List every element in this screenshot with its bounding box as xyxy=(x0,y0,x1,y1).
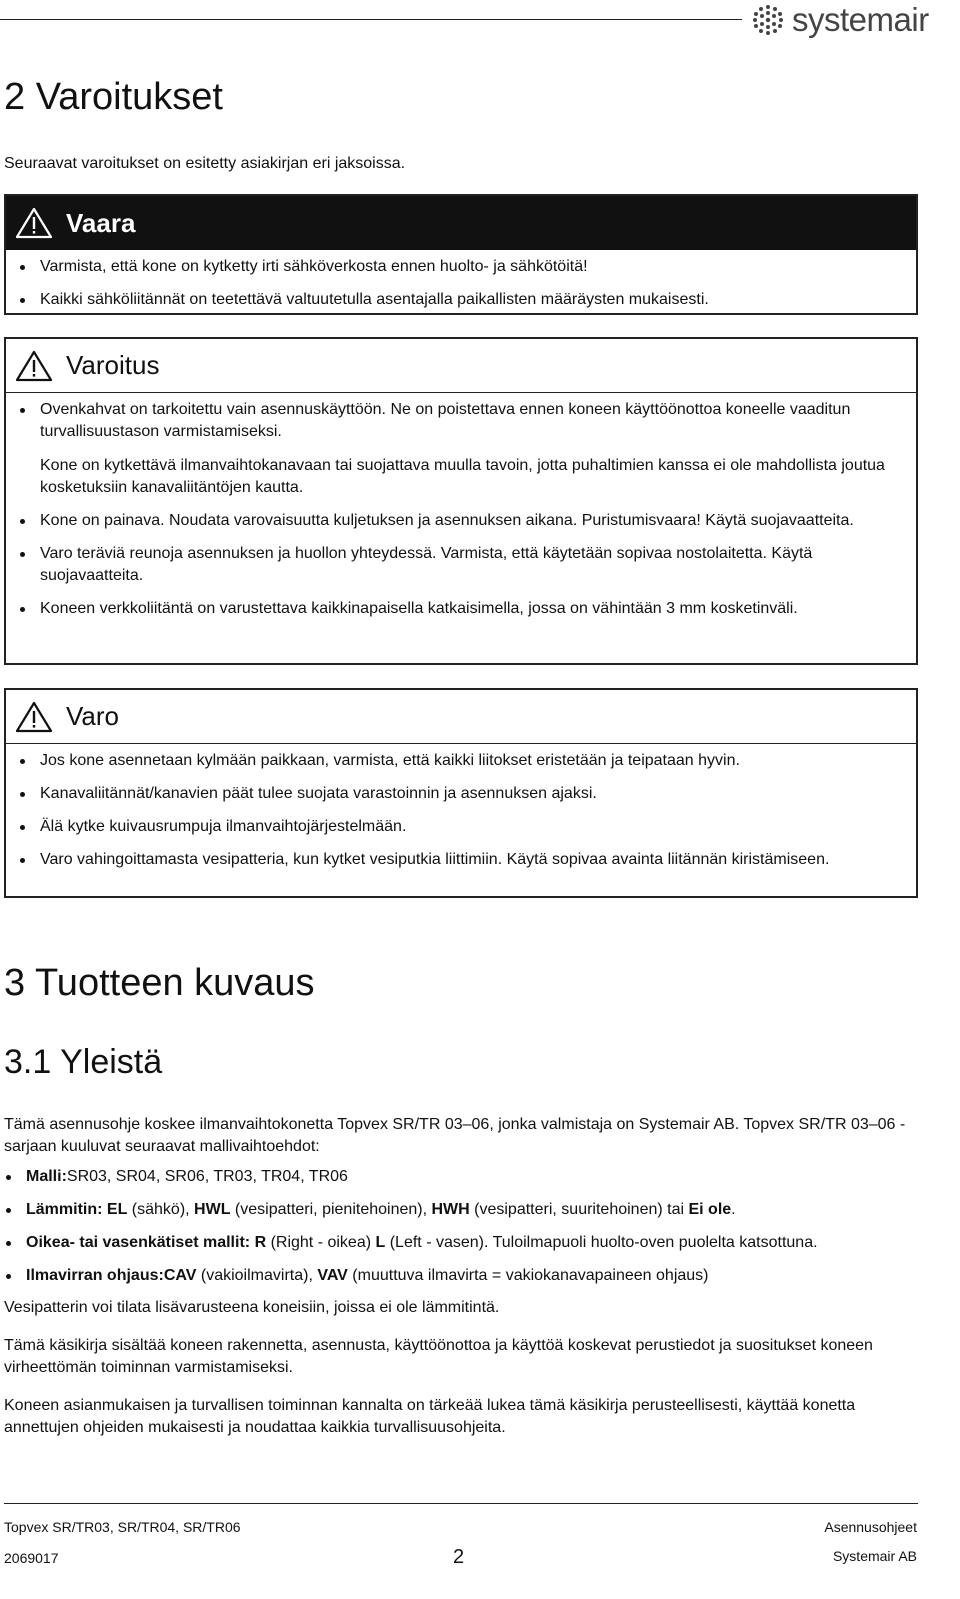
footer-company: Systemair AB xyxy=(832,1548,917,1564)
caution-header xyxy=(6,690,916,744)
caution-box xyxy=(4,688,918,898)
list-item: Varo vahingoittamasta vesipatteria, kun kytket vesiputkia liittimiin. Käytä sopivaa avainta liitännän kiristämiseen. xyxy=(18,849,908,871)
warning-box xyxy=(4,337,918,665)
brand-name: systemair xyxy=(792,1,929,38)
list-item: Lämmitin: EL (sähkö), HWL (vesipatteri, pienitehoinen), HWH (vesipatteri, suuritehoinen) tai Ei ole. xyxy=(4,1199,918,1221)
footer-product: Topvex SR/TR03, SR/TR04, SR/TR06 xyxy=(4,1519,241,1535)
paragraph: Vesipatterin voi tilata lisävarusteena koneisiin, joissa ei ole lämmitintä. xyxy=(4,1299,500,1316)
list-item: Ovenkahvat on tarkoitettu vain asennuskäyttöön. Ne on poistettava ennen koneen käyttöönottoa koneelle vaaditun turvallisuustason varmistamiseksi. xyxy=(18,399,908,443)
list-item: Kone on painava. Noudata varovaisuutta kuljetuksen ja asennuksen aikana. Puristumisvaara! Käytä suojavaatteita. xyxy=(18,510,908,532)
section-2-heading: 2 Varoitukset xyxy=(4,76,223,118)
list-item: Oikea- tai vasenkätiset mallit: R (Right - oikea) L (Left - vasen). Tuloilmapuoli huolto-oven puolelta katsottuna. xyxy=(4,1232,918,1254)
warning-triangle-icon xyxy=(14,349,54,383)
systemair-logo-icon xyxy=(752,4,784,36)
list-item: Älä kytke kuivausrumpuja ilmanvaihtojärjestelmään. xyxy=(18,816,908,838)
warning-title: Varoitus xyxy=(66,350,160,380)
section-3-heading: 3 Tuotteen kuvaus xyxy=(4,962,315,1004)
list-item: Kaikki sähköliitännät on teetettävä valtuutetulla asentajalla paikallisten määräysten mukaisesti. xyxy=(18,289,908,311)
list-item: Varo teräviä reunoja asennuksen ja huollon yhteydessä. Varmista, että käytetään sopivaa nostolaitetta. Käytä suojavaatteita. xyxy=(18,543,908,587)
warning-paragraph: Kone on kytkettävä ilmanvaihtokanavaan tai suojattava muulla tavoin, jotta puhaltimien kanssa ei ole mahdollista joutua kosketuksiin kanavaliitäntöjen kautta. xyxy=(40,457,885,496)
list-item: Ilmavirran ohjaus:CAV (vakioilmavirta), VAV (muuttuva ilmavirta = vakiokanavapaineen ohjaus) xyxy=(4,1265,918,1287)
footer-rule xyxy=(4,1503,918,1504)
danger-title: Vaara xyxy=(66,207,136,238)
danger-box xyxy=(4,194,918,315)
list-item: Varmista, että kone on kytketty irti sähköverkosta ennen huolto- ja sähkötöitä! xyxy=(18,256,908,278)
warning-triangle-icon xyxy=(14,700,54,734)
footer-doc-type: Asennusohjeet xyxy=(824,1519,917,1535)
brand-logo xyxy=(752,0,929,40)
section-3-1-heading: 3.1 Yleistä xyxy=(4,1043,163,1081)
section-3-1-content xyxy=(4,1114,918,1439)
list-item: Jos kone asennetaan kylmään paikkaan, varmista, että kaikki liitokset eristetään ja teipataan hyvin. xyxy=(18,750,908,772)
warning-triangle-icon xyxy=(14,206,54,240)
footer-doc-number: 2069017 xyxy=(4,1550,59,1566)
header-rule xyxy=(0,19,742,20)
list-item: Koneen verkkoliitäntä on varustettava kaikkinapaisella katkaisimella, jossa on vähintään 3 mm kosketinväli. xyxy=(18,598,908,620)
section-2-intro: Seuraavat varoitukset on esitetty asiakirjan eri jaksoissa. xyxy=(4,155,406,172)
danger-header xyxy=(6,196,916,250)
footer-page-number: 2 xyxy=(453,1546,465,1568)
section-3-intro: Tämä asennusohje koskee ilmanvaihtokonetta Topvex SR/TR 03–06, jonka valmistaja on Systemair AB. Topvex SR/TR 03–06 -sarjaan kuuluvat seuraavat mallivaihtoehdot: xyxy=(4,1116,906,1155)
caution-title: Varo xyxy=(66,701,119,731)
paragraph: Koneen asianmukaisen ja turvallisen toiminnan kannalta on tärkeää lukea tämä käsikirja perusteellisesti, käyttää konetta annettujen ohjeiden mukaisesti ja noudattaa kaikkia turvallisuusohjeita. xyxy=(4,1397,856,1436)
paragraph: Tämä käsikirja sisältää koneen rakennetta, asennusta, käyttöönottoa ja käyttöä koskevat perustiedot ja suositukset koneen virheettömän toiminnan varmistamiseksi. xyxy=(4,1337,873,1376)
warning-header xyxy=(6,339,916,393)
list-item: Kanavaliitännät/kanavien päät tulee suojata varastoinnin ja asennuksen ajaksi. xyxy=(18,783,908,805)
list-item: Malli:SR03, SR04, SR06, TR03, TR04, TR06 xyxy=(4,1166,918,1188)
